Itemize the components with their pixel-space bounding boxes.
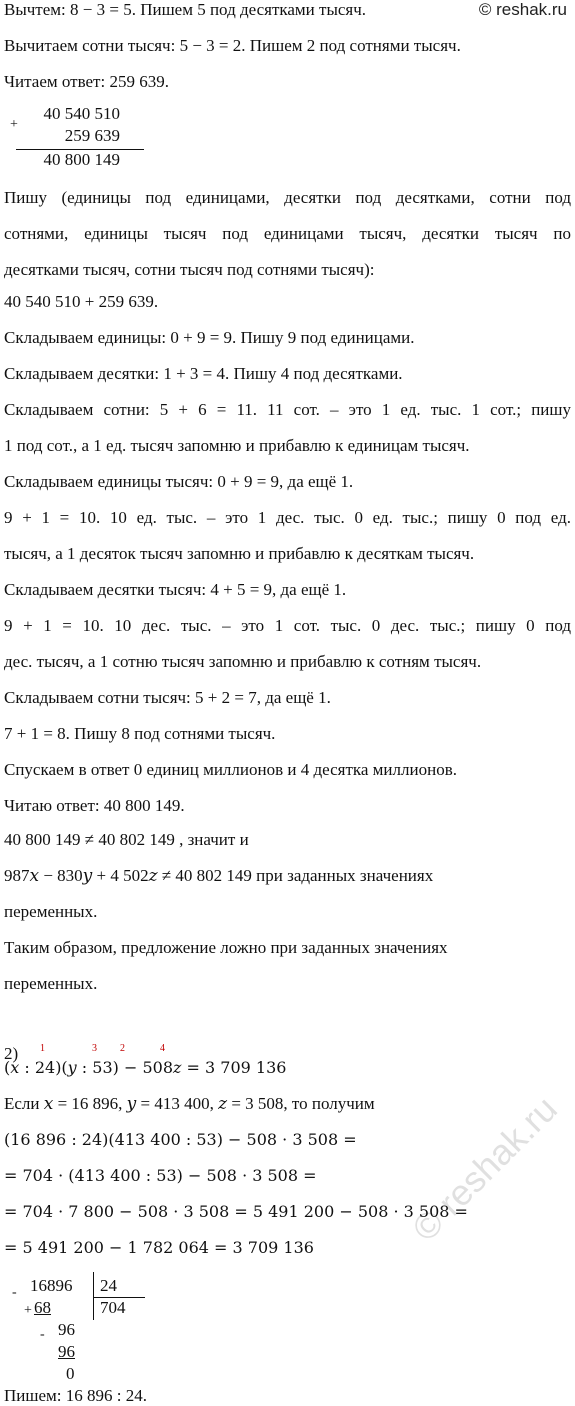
text-line: Если 𝑥 = 16 896, 𝑦 = 413 400, 𝑧 = 3 508, то получим [4,1094,375,1113]
text-line: Складываем десятки тысяч: 4 + 5 = 9, да ещё 1. [4,580,347,599]
text-line: переменных. [4,974,98,993]
text-line: сотнями, единицы тысяч под единицами тысяч, десятки тысяч по [4,224,571,243]
text-line: 9 + 1 = 10. 10 ед. тыс. – это 1 дес. тыс. 0 ед. тыс.; пишу 0 под ед. [4,508,571,527]
addition-result: 40 800 149 [43,150,120,169]
text-line: Таким образом, предложение ложно при заданных значениях [4,938,448,957]
addition-sign: + [10,117,18,132]
text-line: дес. тысяч, а 1 сотню тысяч запомню и прибавлю к сотням тысяч. [4,652,482,671]
equation: = 704 · (413 400 : 53) − 508 · 3 508 = [4,1166,317,1185]
task-number: 2) [4,1044,19,1063]
order-mark: 4 [160,1043,165,1054]
text-line: Читаю ответ: 40 800 149. [4,796,185,815]
division-minus2: - [40,1327,45,1342]
text-line: десятками тысяч, сотни тысяч под сотнями тысяч): [4,260,375,279]
division-sub1: 68 [34,1298,51,1317]
text-line: Складываем сотни: 5 + 6 = 11. 11 сот. – это 1 ед. тыс. 1 сот.; пишу [4,400,571,419]
watermark-large: © reshak.ru [404,1088,565,1249]
text-line: переменных. [4,902,98,921]
text-line: Складываем сотни тысяч: 5 + 2 = 7, да ещё 1. [4,688,331,707]
division-rem1: 96 [58,1320,75,1339]
text-line: 40 800 149 ≠ 40 802 149 , значит и [4,830,249,849]
division-dividend: 16896 [30,1276,73,1295]
division-minus: - [12,1285,17,1300]
division-vertical-rule [93,1272,94,1320]
equation: (𝑥 : 24)(𝑦 : 53) − 508𝑧 = 3 709 136 [4,1058,287,1077]
equation: (16 896 : 24)(413 400 : 53) − 508 · 3 508 = [4,1130,357,1149]
text-line: 1 под сот., а 1 ед. тысяч запомню и прибавлю к единицам тысяч. [4,436,470,455]
text-line: 40 540 510 + 259 639. [4,292,159,311]
text-line: Складываем единицы: 0 + 9 = 9. Пишу 9 под единицами. [4,328,415,347]
text-line: Вычитаем сотни тысяч: 5 − 3 = 2. Пишем 2 под сотнями тысяч. [4,36,461,55]
text-line: 9 + 1 = 10. 10 дес. тыс. – это 1 сот. тыс. 0 дес. тыс.; пишу 0 под [4,616,571,635]
division-sub2: 96 [58,1342,75,1361]
text-line: 7 + 1 = 8. Пишу 8 под сотнями тысяч. [4,724,276,743]
division-quotient: 704 [100,1298,126,1317]
text-line: Складываем десятки: 1 + 3 = 4. Пишу 4 под десятками. [4,364,403,383]
text-line: Пишу (единицы под единицами, десятки под десятками, сотни под [4,188,571,207]
order-mark: 2 [120,1043,125,1054]
text-line: Вычтем: 8 − 3 = 5. Пишем 5 под десятками тысяч. [4,0,367,19]
division-plus: + [24,1303,32,1318]
text-line: Спускаем в ответ 0 единиц миллионов и 4 десятка миллионов. [4,760,457,779]
addition-top: 40 540 510 [43,104,120,123]
text-line: Читаем ответ: 259 639. [4,72,169,91]
text-line: 987𝑥 − 830𝑦 + 4 502𝑧 ≠ 40 802 149 при заданных значениях [4,866,434,885]
text-line: Пишем: 16 896 : 24. [4,1386,147,1405]
watermark-top: © reshak.ru [478,0,567,19]
text-line: тысяч, а 1 десяток тысяч запомню и прибавлю к десяткам тысяч. [4,544,475,563]
division-rem2: 0 [66,1364,75,1383]
order-mark: 3 [92,1043,97,1054]
order-mark: 1 [40,1043,45,1054]
equation: = 704 · 7 800 − 508 · 3 508 = 5 491 200 − 508 · 3 508 = [4,1202,468,1221]
equation: = 5 491 200 − 1 782 064 = 3 709 136 [4,1238,314,1257]
text-line: Складываем единицы тысяч: 0 + 9 = 9, да ещё 1. [4,472,354,491]
division-divisor: 24 [100,1276,117,1295]
addition-mid: 259 639 [64,126,120,145]
